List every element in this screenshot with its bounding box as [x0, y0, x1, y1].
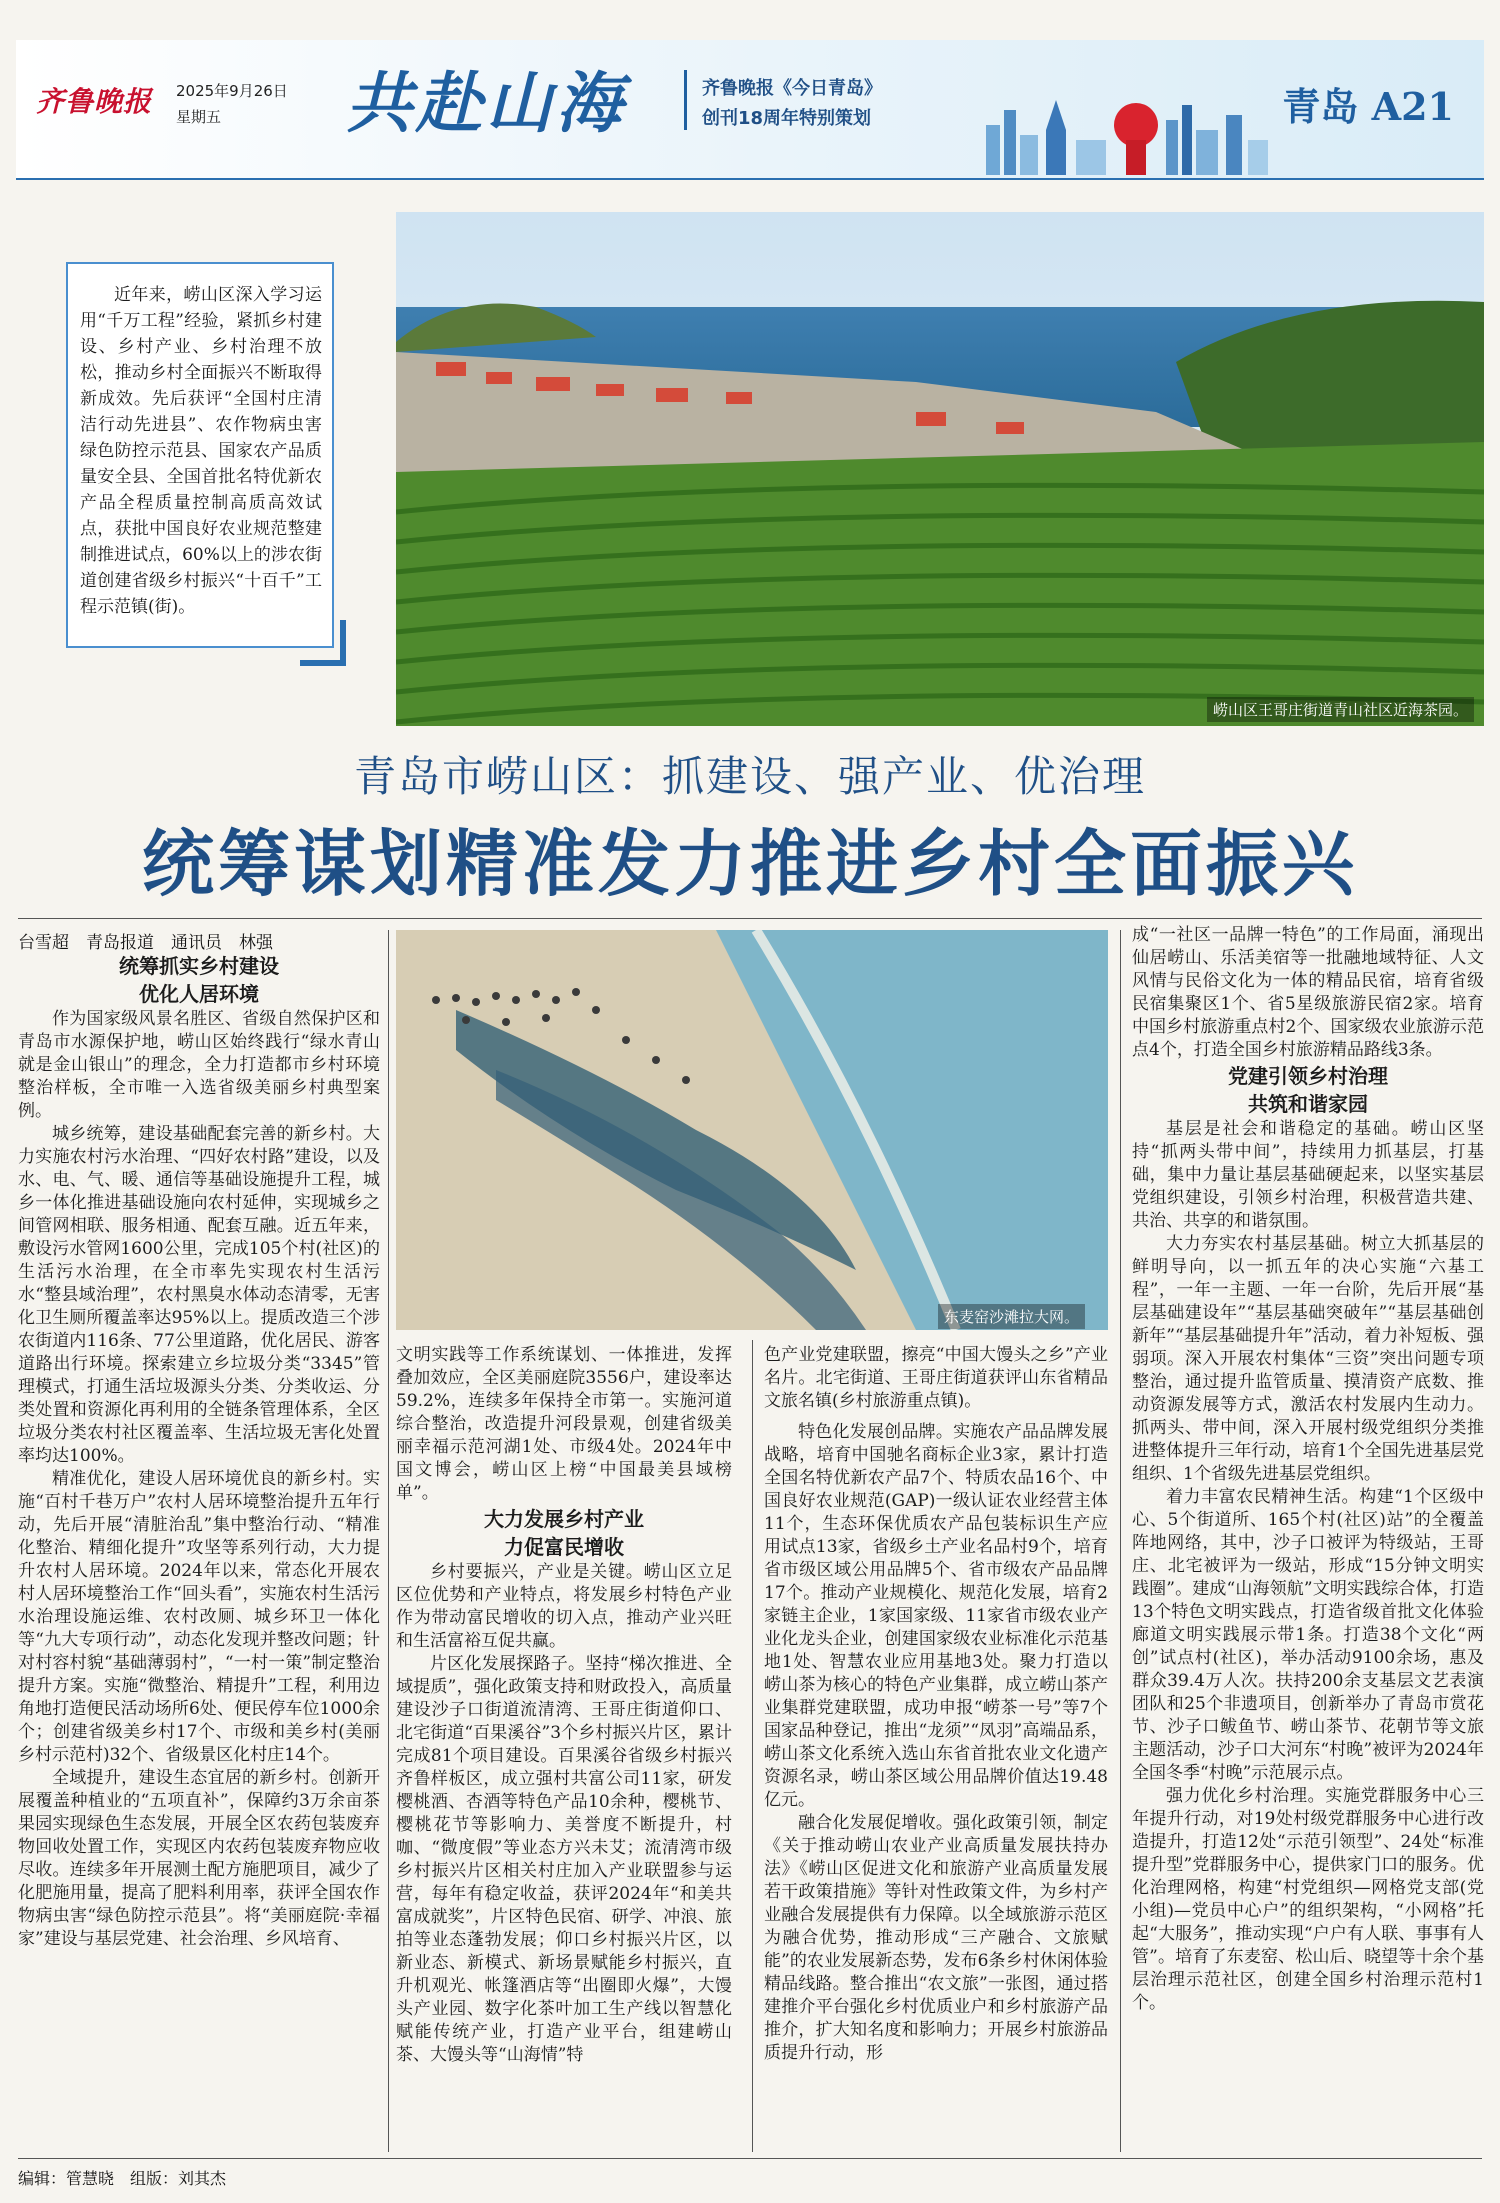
page-number: 青岛 A21 [1282, 84, 1454, 129]
footer-divider [18, 2158, 1482, 2159]
article-kicker: 青岛市崂山区：抓建设、强产业、优治理 [353, 752, 1146, 801]
issue-weekday: 星期五 [176, 108, 222, 126]
paragraph: 色产业党建联盟，擦亮“中国大馒头之乡”产业名片。北宅街道、王哥庄街道获评山东省精品文旅名镇(乡村旅游重点镇)。 [764, 1345, 1108, 1411]
header-divider [684, 70, 687, 130]
section-1-title-line-2: 优化人居环境 [139, 982, 259, 1006]
editor-credit: 编辑：管慧晓 [18, 2169, 115, 2188]
section-3-title-line-2: 共筑和谐家园 [1248, 1092, 1368, 1116]
paragraph: 精准优化，建设人居环境优良的新乡村。实施“百村千巷万户”农村人居环境整治提升五年行动，先后开展“清脏治乱”集中整治行动、“精准化整治、精细化提升”攻坚等系列行动，大力提升农村人居环境。2024年以来，常态化开展农村人居环境整治工作“回头看”，实施农村生活污水治理设施运维、农村改厕、城乡环卫一体化等“九大专项行动”，动态化发现并整改问题；针对村容村貌“基础薄弱村”，“一村一策”制定整治提升方案。实施“微整治、精提升”工程，利用边角地打造便民活动场所6处、便民停车位1000余个；创建省级美乡村17个、市级和美乡村(美丽乡村示范村)32个、省级景区化村庄14个。 [18, 1469, 380, 1765]
section-3-title-line-1: 党建引领乡村治理 [1228, 1064, 1388, 1088]
section-2-title-line-1: 大力发展乡村产业 [484, 1507, 644, 1531]
paragraph: 基层是社会和谐稳定的基础。崂山区坚持“抓两头带中间”，持续用力抓基层，打基础，集中力量让基层基础硬起来，以坚实基层党组织建设，引领乡村治理，积极营造共建、共治、共享的和谐氛围。 [1132, 1119, 1484, 1231]
paragraph: 着力丰富农民精神生活。构建“1个区级中心、5个街道所、165个村(社区)站”的全覆盖阵地网络，其中，沙子口被评为特级站，王哥庄、北宅被评为一级站，形成“15分钟文明实践圈”。建成“山海领航”文明实践综合体，打造13个特色文明实践点，打造省级首批文化体验廊道文明实践展示带1条。打造38个文化“两创”试点村(社区)，举办活动9100余场，惠及群众39.4万人次。扶持200余支基层文艺表演团队和25个非遗项目，创新举办了青岛市赏花节、沙子口鲅鱼节、崂山茶节、花朝节等文旅主题活动，沙子口大河东“村晚”被评为2024年全国冬季“村晚”示范展示点。 [1132, 1487, 1484, 1783]
column-divider [752, 1340, 753, 2152]
beach-net-photo [396, 930, 1108, 1330]
mid-photo-caption: 东麦窑沙滩拉大网。 [938, 1304, 1085, 1329]
intro-summary-box: 近年来，崂山区深入学习运用“千万工程”经验，紧抓乡村建设、乡村产业、乡村治理不放松，推动乡村全面振兴不断取得新成效。先后获评“全国村庄清洁行动先进县”、农作物病虫害绿色防控示范县、国家农产品质量安全县、全国首批名特优新农产品全程质量控制高质高效试点，获批中国良好农业规范整建制推进试点，60%以上的涉农街道创建省级乡村振兴“十百千”工程示范镇(街)。 [66, 262, 334, 648]
column-1 [18, 952, 380, 1951]
paragraph: 特色化发展创品牌。实施农产品品牌发展战略，培育中国驰名商标企业3家，累计打造全国名特优新农产品7个、特质农品16个、中国良好农业规范(GAP)一级认证农业经营主体11个，生态环保优质农产品包装标识生产应用试点13家，省级乡土产业名品村9个，培育省市级区域公用品牌5个、省市级农产品品牌17个。推动产业规模化、规范化发展，培育2家链主企业，1家国家级、11家省市级农业产业化龙头企业，创建国家级农业标准化示范基地1处、智慧农业应用基地3处。聚力打造以崂山茶为核心的特色产业集群，成立崂山茶产业集群党建联盟，成功申报“崂茶一号”等7个国家品种登记，推出“龙须”“凤羽”高端品系，崂山茶文化系统入选山东省首批农业文化遗产资源名录，崂山茶区域公用品牌价值达19.48亿元。 [764, 1422, 1108, 1810]
intro-box-corner-ornament [300, 620, 346, 666]
layout-credit: 组版：刘其杰 [130, 2169, 227, 2188]
page-footer [18, 2166, 226, 2189]
section-1-title [18, 952, 380, 1008]
paragraph: 强力优化乡村治理。实施党群服务中心三年提升行动，对19处村级党群服务中心进行改造提升，打造12处“示范引领型”、24处“标准提升型”党群服务中心，提供家门口的服务。优化治理网格，构建“村党组织—网格党支部(党小组)—党员中心户”的组织架构，“小网格”托起“大服务”，推动实现“户户有人联、事事有人管”。培育了东麦窑、松山后、晓望等十余个基层治理示范社区，创建全国乡村治理示范村1个。 [1132, 1786, 1484, 2013]
tea-garden-photo [396, 212, 1484, 726]
paragraph: 城乡统筹，建设基础配套完善的新乡村。大力实施农村污水治理、“四好农村路”建设，以及水、电、气、暖、通信等基础设施提升工程，城乡一体化推进基础设施向农村延伸，实现城乡之间管网相联、服务相通、配套互融。近五年来，敷设污水管网1600公里，完成105个村(社区)的生活污水治理，在全市率先实现农村生活污水“整县域治理”，农村黑臭水体动态清零，无害化卫生厕所覆盖率达95%以上。提质改造三个涉农街道内116条、77公里道路，优化居民、游客道路出行环境。探索建立乡垃圾分类“3345”管理模式，打通生活垃圾源头分类、分类收运、分类处置和资源化再利用的全链条管理体系，全区垃圾分类农村社区覆盖率、生活垃圾无害化处置率均达100%。 [18, 1124, 380, 1466]
issue-date: 2025年9月26日 [176, 82, 288, 100]
section-1-title-line-1: 统筹抓实乡村建设 [119, 954, 279, 978]
headline-divider [18, 918, 1482, 919]
column-2 [396, 1344, 732, 2067]
paragraph: 文明实践等工作系统谋划、一体推进，发挥叠加效应，全区美丽庭院3556户，建设率达59.2%，连续多年保持全市第一。实施河道综合整治，改造提升河段景观，创建省级美丽幸福示范河湖1处、市级4处。2024年中国文博会，崂山区上榜“中国最美县域榜单”。 [396, 1345, 732, 1503]
section-3-title [1132, 1062, 1484, 1118]
top-photo-caption: 崂山区王哥庄街道青山社区近海茶园。 [1207, 697, 1474, 722]
section-2-title [396, 1505, 732, 1561]
newspaper-logo: 齐鲁晚报 [36, 85, 153, 118]
campaign-title: 共赴山海 [346, 64, 626, 142]
paragraph: 全域提升，建设生态宜居的新乡村。创新开展覆盖种植业的“五项直补”，保障约3万余亩茶果园实现绿色生态发展，开展全区农药包装废弃物回收处置工作，实现区内农药包装废弃物应收尽收。连续多年开展测土配方施肥项目，减少了化肥施用量，提高了肥料利用率，获评全国农作物病虫害“绿色防控示范县”。将“美丽庭院·幸福家”建设与基层党建、社会治理、乡风培育、 [18, 1768, 380, 1949]
paragraph: 成“一社区一品牌一特色”的工作局面，涌现出仙居崂山、乐活美宿等一批融地域特征、人文风情与民俗文化为一体的精品民宿，培育省级民宿集聚区1个、省5星级旅游民宿2家。培育中国乡村旅游重点村2个、国家级农业旅游示范点4个，打造全国乡村旅游精品路线3条。 [1132, 925, 1484, 1060]
paragraph: 作为国家级风景名胜区、省级自然保护区和青岛市水源保护地，崂山区始终践行“绿水青山就是金山银山”的理念，全力打造都市乡村环境整治样板，全市唯一入选省级美丽乡村典型案例。 [18, 1009, 380, 1121]
section-2-title-line-2: 力促富民增收 [504, 1535, 624, 1559]
city-skyline-illustration [976, 80, 1276, 175]
paragraph: 大力夯实农村基层基础。树立大抓基层的鲜明导向，以一抓五年的决心实施“六基工程”，一年一主题、一年一台阶，先后开展“基层基础建设年”“基层基础突破年”“基层基础创新年”“基层基础提升年”活动，着力补短板、强弱项。深入开展农村集体“三资”突出问题专项整治，通过提升监管质量、摸清资产底数、推动资源发展等方式，激活农村发展内生动力。抓两头、带中间，深入开展村级党组织分类推进整体提升三年行动，培育1个全国先进基层党组织、1个省级先进基层党组织。 [1132, 1234, 1484, 1484]
article-headline: 统筹谋划精准发力推进乡村全面振兴 [141, 821, 1358, 906]
column-divider [388, 930, 389, 2152]
byline: 台雪超 青岛报道 通讯员 林强 [18, 933, 273, 953]
paragraph: 片区化发展探路子。坚持“梯次推进、全域提质”，强化政策支持和财政投入，高质量建设沙子口街道流清湾、王哥庄街道仰口、北宅街道“百果溪谷”3个乡村振兴片区，累计完成81个项目建设。百果溪谷省级乡村振兴齐鲁样板区，成立强村共富公司11家，研发樱桃酒、杏酒等特色产品10余种，樱桃节、樱桃花节等影响力、美誉度不断提升，村咖、“微度假”等业态方兴未艾；流清湾市级乡村振兴片区相关村庄加入产业联盟参与运营，每年有稳定收益，获评2024年“和美共富成就奖”，片区特色民宿、研学、冲浪、旅拍等业态蓬勃发展；仰口乡村振兴片区，以新业态、新模式、新场景赋能乡村振兴，直升机观光、帐篷酒店等“出圈即火爆”，大馒头产业园、数字化茶叶加工生产线以智慧化赋能传统产业，打造产业平台，组建崂山茶、大馒头等“山海情”特 [396, 1654, 732, 2065]
header-subtitle-2: 创刊18周年特别策划 [702, 108, 872, 129]
page-header [16, 40, 1484, 180]
paragraph: 融合化发展促增收。强化政策引领，制定《关于推动崂山农业产业高质量发展扶持办法》《崂山区促进文化和旅游产业高质量发展若干政策措施》等针对性政策文件，为乡村产业融合发展提供有力保障。以全域旅游示范区为融合优势，推动形成“三产融合、文旅赋能”的农业发展新态势，发布6条乡村休闲体验精品线路。整合推出“农文旅”一张图，通过搭建推介平台强化乡村优质业户和乡村旅游产品推介，扩大知名度和影响力；开展乡村旅游品质提升行动，形 [764, 1813, 1108, 2063]
column-divider [1120, 930, 1121, 2152]
header-subtitle-1: 齐鲁晚报《今日青岛》 [702, 78, 882, 99]
paragraph: 乡村要振兴，产业是关键。崂山区立足区位优势和产业特点，将发展乡村特色产业作为带动富民增收的切入点，推动产业兴旺和生活富裕互促共赢。 [396, 1562, 732, 1651]
column-3 [764, 1344, 1108, 2065]
column-4 [1132, 924, 1484, 2015]
